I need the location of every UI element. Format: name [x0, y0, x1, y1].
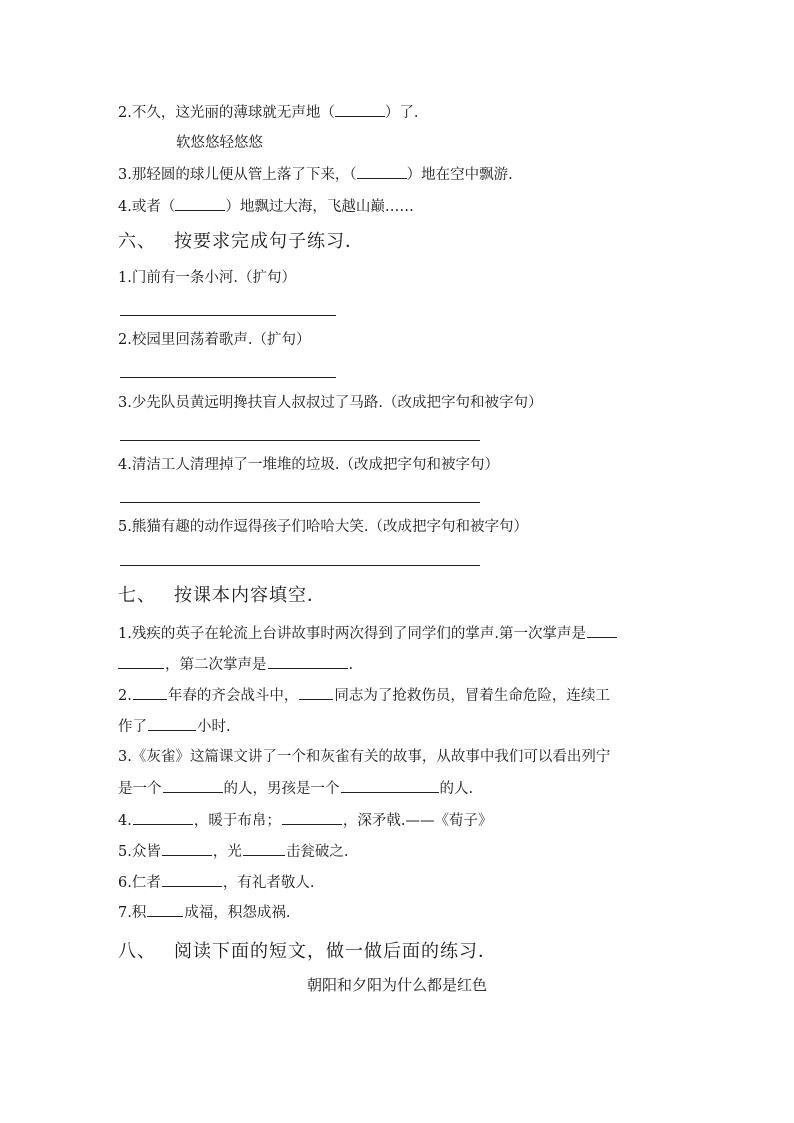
- answer-blank[interactable]: [162, 841, 212, 856]
- question-text: 6.仁者: [118, 875, 161, 891]
- answer-blank[interactable]: [282, 810, 342, 825]
- question-text: 的人.: [439, 781, 474, 797]
- answer-blank[interactable]: [587, 623, 617, 638]
- question-text: 小时.: [197, 719, 231, 735]
- passage-title: 朝阳和夕阳为什么都是红色: [306, 976, 487, 994]
- question-text: 击瓮破之.: [285, 844, 349, 860]
- section-6-heading: [118, 230, 364, 254]
- recall-question-2-line-1: [118, 685, 610, 706]
- question-text: 3.那轻圆的球儿便从管上落了下来，（: [118, 167, 357, 183]
- section-number: 六、: [118, 231, 156, 252]
- question-text: 7.积: [118, 905, 147, 921]
- fill-question-3: [118, 164, 513, 185]
- answer-line-2[interactable]: [120, 377, 336, 378]
- section-8-heading: [118, 940, 497, 964]
- question-text: .: [348, 657, 354, 673]
- question-text: 2.: [118, 688, 132, 704]
- recall-question-6: [118, 872, 314, 893]
- sentence-item-4: 4.清洁工人清理掉了一堆堆的垃圾.（改成把字句和被字句）: [118, 457, 499, 473]
- sentence-item-3: 3.少先队员黄远明搀扶盲人叔叔过了马路.（改成把字句和被字句）: [118, 395, 543, 411]
- recall-question-5: [118, 841, 348, 862]
- answer-blank[interactable]: [299, 685, 333, 700]
- section-number: 七、: [118, 585, 156, 606]
- question-text: 同志为了抢救伤员，冒着生命危险，连续工: [334, 688, 610, 704]
- answer-blank[interactable]: [175, 196, 225, 211]
- question-text: ）了.: [384, 105, 419, 121]
- sentence-item-2: 2.校园里回荡着歌声.（扩句）: [118, 332, 311, 348]
- recall-question-4: [118, 810, 492, 831]
- question-text: 的人，男孩是一个: [223, 781, 340, 797]
- answer-line-4[interactable]: [120, 502, 480, 503]
- question-text: ，暖于布帛；: [193, 813, 281, 829]
- section-number: 八、: [118, 941, 156, 962]
- fill-question-2: [118, 102, 418, 123]
- answer-blank[interactable]: [357, 164, 407, 179]
- sentence-item-5: 5.熊猫有趣的动作逗得孩子们哈哈大笑.（改成把字句和被字句）: [118, 519, 528, 535]
- question-text: 作了: [118, 719, 147, 735]
- answer-blank[interactable]: [133, 810, 193, 825]
- answer-line-3[interactable]: [120, 440, 480, 441]
- question-text: 是一个: [118, 781, 162, 797]
- recall-question-3-line-1: 3.《灰雀》这篇课文讲了一个和灰雀有关的故事，从故事中我们可以看出列宁: [118, 749, 611, 765]
- fill-question-4: [118, 196, 414, 217]
- recall-question-1-line-1: [118, 623, 618, 644]
- section-7-heading: [118, 584, 326, 608]
- answer-blank[interactable]: [243, 841, 285, 856]
- question-text: ）地在空中飘游.: [406, 167, 513, 183]
- section-title: 按课本内容填空．: [174, 585, 326, 606]
- question-text: ，深矛戟.——《荀子》: [342, 813, 493, 829]
- question-text: 4.或者（: [118, 199, 176, 215]
- question-text: 4.: [118, 813, 132, 829]
- answer-blank[interactable]: [163, 778, 223, 793]
- answer-blank[interactable]: [268, 654, 348, 669]
- question-text: ）地飘过大海，飞越山巅……: [225, 199, 414, 215]
- recall-question-7: [118, 902, 290, 923]
- recall-question-2-line-2: [118, 716, 231, 737]
- answer-line-1[interactable]: [120, 315, 336, 316]
- sentence-item-1: 1.门前有一条小河.（扩句）: [118, 270, 296, 286]
- question-text: ，光: [212, 844, 242, 860]
- question-text: ，有礼者敬人.: [222, 875, 315, 891]
- answer-blank[interactable]: [162, 872, 222, 887]
- answer-blank[interactable]: [118, 654, 164, 669]
- question-text: 1.残疾的英子在轮流上台讲故事时两次得到了同学们的掌声.第一次掌声是: [118, 626, 586, 642]
- question-text: ，第二次掌声是: [165, 657, 267, 673]
- answer-blank[interactable]: [133, 685, 167, 700]
- question-text: 2.不久，这光丽的薄球就无声地（: [118, 105, 335, 121]
- answer-blank[interactable]: [148, 716, 196, 731]
- answer-blank[interactable]: [341, 778, 439, 793]
- question-text: 年春的齐会战斗中，: [167, 688, 299, 704]
- question-text: 成福，积怨成祸.: [184, 905, 291, 921]
- question-text: 5.众皆: [118, 844, 161, 860]
- recall-question-1-line-2: [118, 654, 353, 675]
- section-title: 阅读下面的短文，做一做后面的练习．: [174, 941, 497, 962]
- section-title: 按要求完成句子练习．: [174, 231, 364, 252]
- answer-blank[interactable]: [335, 102, 385, 117]
- answer-line-5[interactable]: [120, 565, 480, 566]
- recall-question-3-line-2: [118, 778, 473, 799]
- word-options: 软悠悠轻悠悠: [176, 135, 263, 151]
- answer-blank[interactable]: [147, 902, 183, 917]
